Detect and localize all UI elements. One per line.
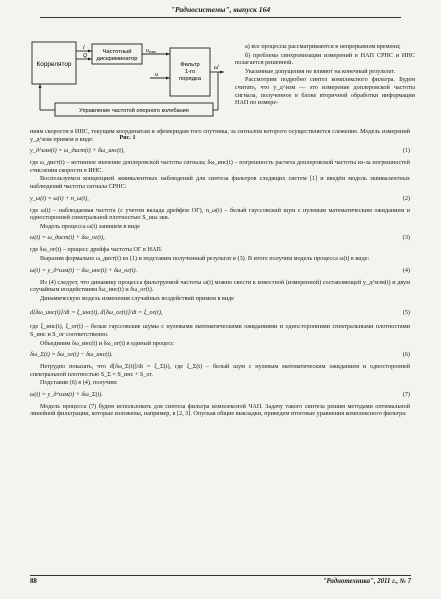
para-6: где δω_ог(t) – процесс дрейфа частоты ОГ в НАП. xyxy=(30,246,163,254)
right-para-2: б) проблема синхронизации измерений в НАП СРНС и ИНС полагается решенной. xyxy=(235,51,415,67)
filter-label-3: порядка xyxy=(179,76,201,82)
para-13: Подставив (6) в (4), получим: xyxy=(40,379,118,387)
para-2: где ω_дист(t) – истинное значение доплеровской частоты сигнала; δω_инс(t) – погрешность расчета доплеровской частоты из-за погрешностей счисления скорости в ИНС. xyxy=(30,159,410,174)
equation-6: δω_Σ(t) = δω_ог(t) − δω_инс(t). (6) xyxy=(30,351,410,359)
q-label: Q xyxy=(83,53,88,59)
para-11: Объединим δω_инс(t) и δω_ог(t) в единый процесс xyxy=(40,339,174,347)
para-3: Воспользуемся концепцией эквивалентных наблюдений для синтеза фильтров следящих систем [1] и введём модель эквивалентных наблюдений частоты сигнала СРНС: xyxy=(30,175,410,190)
meas-label: uизм xyxy=(146,48,156,54)
right-para-4: Рассмотрим подробно синтез комплексного фильтра. Будем считать, что y_д^изм — это измерение доплеровской частоты сигнала, полученное в блоке вторичной обработки информации НАП по измере- xyxy=(235,76,415,107)
equation-7: ω(t) = y_д^изм(t) + δω_Σ(t). (7) xyxy=(30,390,410,398)
right-para-1: а) все процессы рассматриваются в непрерывном времени; xyxy=(245,43,401,50)
i-label: I xyxy=(83,45,85,51)
equation-2: y_ω(t) = ω(t) + n_ω(t), (2) xyxy=(30,194,410,202)
para-4: где ω(t) – наблюдаемая частота (с учетом вклада дрейфов ОГ), n_ω(t) – белый гауссовский шум с нулевым математическим ожиданием и односторонней спектральной плотностью S_шω экв. xyxy=(30,206,410,222)
block-diagram xyxy=(30,24,225,141)
para-12: Нетрудно показать, что d[δω_Σ(t)]/dt = ξ_Σ(t), где ξ_Σ(t) – белый шум с нулевым математическим ожиданием и односторонней спектральной плотностью S_Σ = S_инс + S_ог. xyxy=(30,363,410,378)
header-rule xyxy=(40,17,401,18)
right-para-3: Указанные допущения не влияют на конечный результат. xyxy=(245,67,396,75)
para-1: ниям скорости в ИНС, текущим координатам и эфемеридам того спутника, за сигналом которого осуществляется слежение. Модель измерений y_д^изм примем в виде: xyxy=(30,128,410,143)
equation-1: y_д^изм(t) = ω_дист(t) + δω_инс(t), (1) xyxy=(30,147,410,155)
para-5: Модель процесса ω(t) запишем в виде xyxy=(40,222,140,230)
para-8: Из (4) следует, что динамику процесса фильтруемой частоты ω(t) можно свести к известной (измеренной) составляющей y_д^изм(t) и двум случайным воздействиям δω_инс(t) и δω_ог(t). xyxy=(30,278,410,294)
equation-3: ω(t) = ω_дист(t) + δω_ог(t), (3) xyxy=(30,234,410,242)
equation-5: d[δω_инс(t)]/dt = ξ_инс(t), d[δω_ог(t)]/dt = ξ_ог(t), (5) xyxy=(30,309,410,317)
main-body xyxy=(30,128,410,419)
footer-journal: "Радиотехника", 2011 г., № 7 xyxy=(322,578,411,585)
para-10: где ξ_инс(t), ξ_ог(t) – белые гауссовские шумы с нулевыми математическими ожиданиями и односторонними спектральными плотностями S_инс и S_ог соответственно. xyxy=(30,323,410,338)
footer-rule xyxy=(30,575,411,576)
page-number: 88 xyxy=(30,578,37,585)
filter-label-2: 1-го xyxy=(184,69,196,75)
output-label: ω̂ xyxy=(214,65,219,71)
discriminator-label-1: Частотный xyxy=(102,49,132,55)
control-label: Управление частотой опорного колебания xyxy=(79,108,189,114)
equation-4: ω(t) = y_д^изм(t) − δω_инс(t) + δω_ог(t). (4) xyxy=(30,266,410,274)
right-column xyxy=(235,43,415,108)
para-7: Выразим формально ω_дист(t) из (1) и подставим полученный результат в (3). В итоге получим модель процесса ω(t) в виде: xyxy=(40,254,370,262)
para-14: Модель процесса (7) будем использовать для синтеза фильтра комплексной ЧАП. Задачу такого синтеза решим методами оптимальной линейной фильтрации, которые изложены, например, в [2, 3]. Опуская общие выкладки, приведем итоговые уравнения комплексного фильтра: xyxy=(30,402,410,418)
block-diagram-svg xyxy=(30,24,225,132)
correlator-label: Коррелятор xyxy=(36,61,72,68)
discriminator-label-2: дискриминатор xyxy=(96,56,138,62)
footer xyxy=(30,578,411,588)
input-label: u xyxy=(155,72,158,78)
filter-label-1: Фильтр xyxy=(180,62,200,68)
running-header: "Радиосистемы", выпуск 164 xyxy=(170,5,271,14)
figure-caption: Рис. 1 xyxy=(119,134,136,141)
para-9: Динамическую модель изменения случайных воздействий примем в виде xyxy=(40,294,235,302)
